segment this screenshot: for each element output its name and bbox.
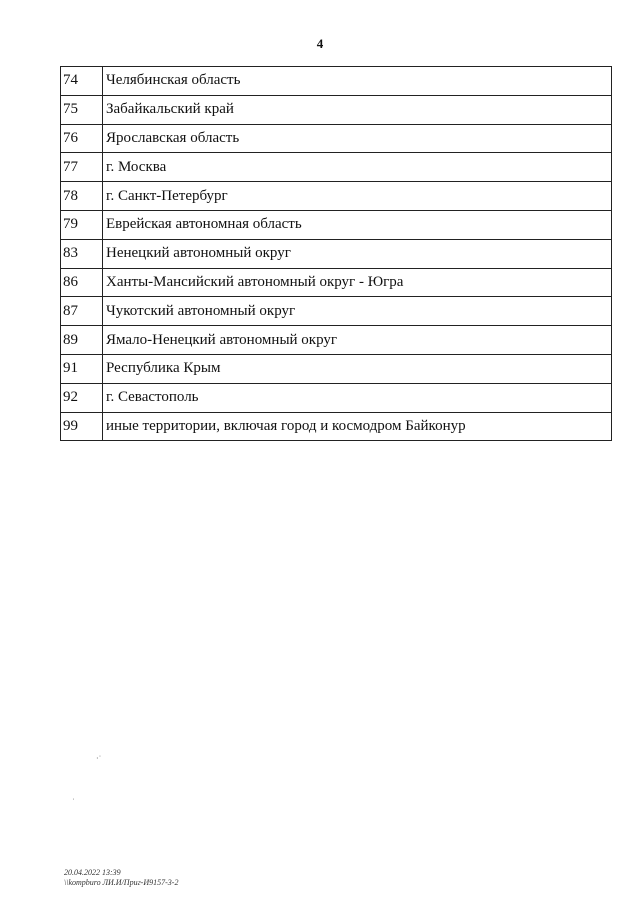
footer-document-ref: \\kompburo ЛИ.И/Приг-И9157-3-2: [64, 878, 179, 887]
region-code-cell: 79: [61, 210, 103, 239]
table-row: [61, 210, 612, 239]
region-name-cell: Забайкальский край: [103, 95, 612, 124]
footer-timestamp: 20.04.2022 13:39: [64, 868, 121, 877]
table-row: [61, 153, 612, 182]
region-name-cell: Чукотский автономный округ: [103, 297, 612, 326]
region-code-cell: 89: [61, 326, 103, 355]
region-code-cell: 99: [61, 412, 103, 441]
region-code-cell: 91: [61, 354, 103, 383]
scan-mark: ·˙: [96, 754, 102, 763]
table-row: [61, 182, 612, 211]
region-name-cell: Ханты-Мансийский автономный округ - Югра: [103, 268, 612, 297]
table-row: [61, 383, 612, 412]
table-row: [61, 268, 612, 297]
table-row: [61, 326, 612, 355]
region-name-cell: г. Севастополь: [103, 383, 612, 412]
table-row: [61, 354, 612, 383]
region-code-cell: 83: [61, 239, 103, 268]
region-code-cell: 92: [61, 383, 103, 412]
region-code-cell: 86: [61, 268, 103, 297]
page-number: 4: [316, 36, 324, 51]
region-name-cell: г. Москва: [103, 153, 612, 182]
region-name-cell: Ямало-Ненецкий автономный округ: [103, 326, 612, 355]
region-code-cell: 87: [61, 297, 103, 326]
region-code-cell: 74: [61, 67, 103, 96]
region-name-cell: Челябинская область: [103, 67, 612, 96]
region-code-cell: 76: [61, 124, 103, 153]
table-row: [61, 95, 612, 124]
table-row: [61, 412, 612, 441]
region-name-cell: г. Санкт-Петербург: [103, 182, 612, 211]
footer: [64, 868, 178, 888]
region-name-cell: Республика Крым: [103, 354, 612, 383]
region-name-cell: иные территории, включая город и космодром Байконур: [103, 412, 612, 441]
region-code-cell: 78: [61, 182, 103, 211]
regions-table-body: [61, 67, 612, 441]
table-row: [61, 239, 612, 268]
regions-table: [60, 66, 612, 441]
region-name-cell: Ненецкий автономный округ: [103, 239, 612, 268]
scan-mark: ˙: [72, 797, 75, 806]
table-row: [61, 124, 612, 153]
region-name-cell: Ярославская область: [103, 124, 612, 153]
table-row: [61, 67, 612, 96]
region-code-cell: 75: [61, 95, 103, 124]
table-row: [61, 297, 612, 326]
region-name-cell: Еврейская автономная область: [103, 210, 612, 239]
region-code-cell: 77: [61, 153, 103, 182]
